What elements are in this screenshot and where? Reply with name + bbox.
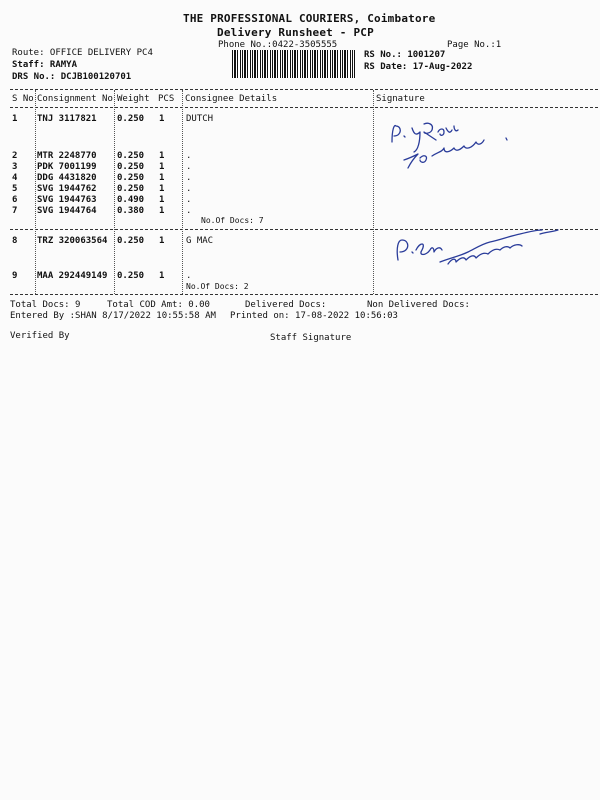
row-pcs: 1 [159, 236, 165, 246]
row-sno: 8 [12, 236, 18, 246]
row-weight: 0.250 [117, 162, 145, 172]
header-consignee-details: Consignee Details [185, 94, 278, 104]
row-sno: 6 [12, 195, 18, 205]
phone-number: Phone No.:0422-3505555 [218, 40, 338, 50]
table-top-rule [10, 89, 598, 90]
row-consignment-no: DDG 4431820 [37, 173, 97, 183]
delivered-docs: Delivered Docs: [245, 300, 327, 310]
row-sno: 1 [12, 114, 18, 124]
row-consignee: . [186, 162, 192, 172]
row-sno: 9 [12, 271, 18, 281]
group2-doc-count: No.Of Docs: 2 [186, 282, 249, 291]
printed-on: Printed on: 17-08-2022 10:56:03 [230, 311, 398, 321]
header-bottom-rule [10, 107, 598, 108]
header-consignment-no: Consignment No [37, 94, 113, 104]
document-title: Delivery Runsheet - PCP [217, 26, 374, 39]
row-consignee: . [186, 206, 192, 216]
row-consignee: . [186, 151, 192, 161]
staff-name: Staff: RAMYA [12, 60, 78, 70]
row-pcs: 1 [159, 162, 165, 172]
row-weight: 0.250 [117, 271, 145, 281]
row-weight: 0.490 [117, 195, 145, 205]
table-bottom-rule [10, 294, 598, 295]
row-pcs: 1 [159, 184, 165, 194]
row-sno: 2 [12, 151, 18, 161]
signature-group2 [390, 222, 565, 272]
column-divider [373, 90, 374, 294]
rs-date: RS Date: 17-Aug-2022 [364, 62, 473, 72]
row-consignment-no: MAA 292449149 [37, 271, 108, 281]
drs-number: DRS No.: DCJB100120701 [12, 72, 132, 82]
non-delivered-docs: Non Delivered Docs: [367, 300, 470, 310]
header-weight: Weight [117, 94, 150, 104]
row-pcs: 1 [159, 173, 165, 183]
row-consignment-no: SVG 1944762 [37, 184, 97, 194]
rs-number: RS No.: 1001207 [364, 50, 446, 60]
row-pcs: 1 [159, 206, 165, 216]
row-consignee: . [186, 184, 192, 194]
row-weight: 0.250 [117, 151, 145, 161]
row-consignee: DUTCH [186, 114, 214, 124]
row-consignment-no: SVG 1944764 [37, 206, 97, 216]
barcode [232, 50, 355, 78]
row-sno: 5 [12, 184, 18, 194]
page-number: Page No.:1 [447, 40, 502, 50]
row-pcs: 1 [159, 151, 165, 161]
row-weight: 0.380 [117, 206, 145, 216]
row-weight: 0.250 [117, 184, 145, 194]
total-cod-amount: Total COD Amt: 0.00 [107, 300, 210, 310]
staff-signature-label: Staff Signature [270, 333, 352, 343]
total-docs: Total Docs: 9 [10, 300, 81, 310]
signature-group1 [384, 112, 534, 172]
verified-by: Verified By [10, 331, 70, 341]
row-consignment-no: MTR 2248770 [37, 151, 97, 161]
row-pcs: 1 [159, 271, 165, 281]
route: Route: OFFICE DELIVERY PC4 [12, 48, 153, 58]
row-weight: 0.250 [117, 236, 145, 246]
row-pcs: 1 [159, 114, 165, 124]
row-sno: 4 [12, 173, 18, 183]
row-consignee: . [186, 271, 192, 281]
column-divider [114, 90, 115, 294]
row-weight: 0.250 [117, 173, 145, 183]
header-sno: S No [12, 94, 34, 104]
row-sno: 3 [12, 162, 18, 172]
company-name: THE PROFESSIONAL COURIERS, Coimbatore [183, 12, 436, 25]
row-weight: 0.250 [117, 114, 145, 124]
column-divider [182, 90, 183, 294]
row-consignee: . [186, 173, 192, 183]
row-pcs: 1 [159, 195, 165, 205]
group1-doc-count: No.Of Docs: 7 [201, 216, 264, 225]
row-consignment-no: PDK 7001199 [37, 162, 97, 172]
column-divider [35, 90, 36, 294]
row-consignment-no: TNJ 3117821 [37, 114, 97, 124]
header-signature: Signature [376, 94, 425, 104]
row-sno: 7 [12, 206, 18, 216]
entered-by: Entered By :SHAN 8/17/2022 10:55:58 AM [10, 311, 216, 321]
header-pcs: PCS [158, 94, 175, 104]
row-consignee: . [186, 195, 192, 205]
row-consignee: G MAC [186, 236, 214, 246]
row-consignment-no: TRZ 320063564 [37, 236, 108, 246]
row-consignment-no: SVG 1944763 [37, 195, 97, 205]
